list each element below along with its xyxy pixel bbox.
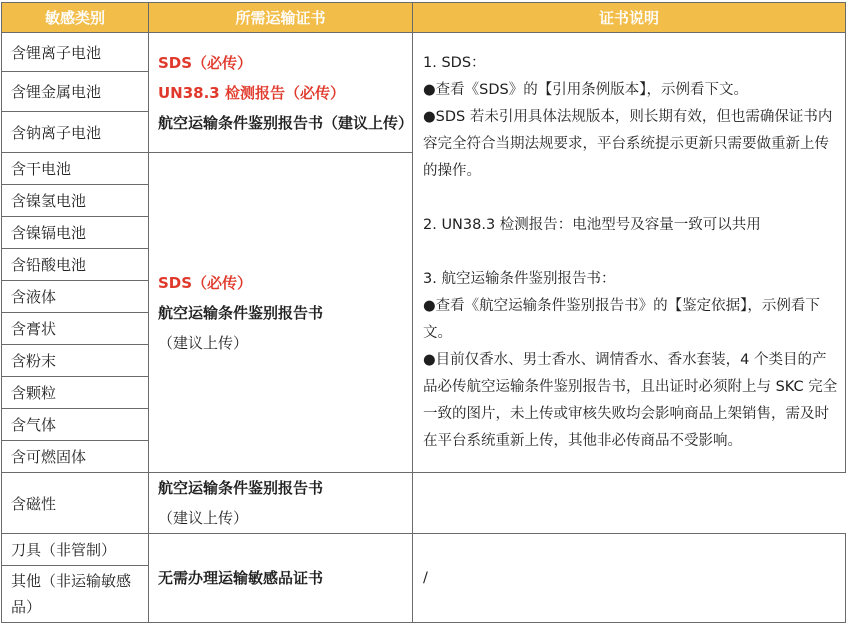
category-cell: 含镍镉电池 bbox=[2, 217, 149, 249]
desc-sds-bullet-1: ●查看《SDS》的【引用条例版本】，示例看下文。 bbox=[423, 82, 748, 98]
desc-air-bullet-1: ●查看《航空运输条件鉴别报告书》的【鉴定依据】，示例看下文。 bbox=[423, 298, 820, 341]
no-certificate-needed-text: 无需办理运输敏感品证书 bbox=[158, 569, 324, 587]
desc-sds-title: 1. SDS： bbox=[423, 55, 486, 71]
air-transport-report-text: 航空运输条件鉴别报告书（建议上传） bbox=[158, 113, 414, 132]
table-header-row bbox=[2, 3, 846, 33]
description-none-slash: / bbox=[423, 569, 428, 586]
category-cell: 含膏状 bbox=[2, 313, 149, 345]
category-cell: 含粉末 bbox=[2, 345, 149, 377]
table-row bbox=[2, 33, 846, 72]
desc-air-title: 3. 航空运输条件鉴别报告书： bbox=[423, 271, 616, 287]
description-cell-none bbox=[413, 534, 846, 623]
required-cert-cell-magnetic bbox=[149, 473, 413, 534]
category-cell: 其他（非运输敏感品） bbox=[2, 566, 149, 623]
desc-sds-bullet-2: ●SDS 若未引用具体法规版本，则长期有效，但也需确保证书内容完全符合当期法规要求，平台系统提示更新只需要做重新上传的操作。 bbox=[423, 109, 833, 179]
air-transport-report-text: 航空运输条件鉴别报告书（建议上传） bbox=[158, 479, 324, 527]
category-cell: 含锂金属电池 bbox=[2, 72, 149, 112]
desc-un383: 2. UN38.3 检测报告：电池型号及容量一致可以共用 bbox=[423, 217, 761, 233]
category-cell: 含颗粒 bbox=[2, 377, 149, 409]
header-category: 敏感类别 bbox=[2, 3, 149, 33]
category-cell: 含可燃固体 bbox=[2, 441, 149, 473]
category-cell: 刀具（非管制） bbox=[2, 534, 149, 566]
header-certificate-description: 证书说明 bbox=[413, 3, 846, 33]
category-cell: 含磁性 bbox=[2, 473, 149, 534]
sds-required-text: SDS（必传） bbox=[158, 273, 253, 292]
table-row bbox=[2, 473, 846, 534]
air-transport-report-text: 航空运输条件鉴别报告书（建议上传） bbox=[158, 303, 324, 352]
certificate-table bbox=[1, 2, 846, 623]
category-cell: 含干电池 bbox=[2, 153, 149, 185]
category-cell: 含锂离子电池 bbox=[2, 33, 149, 72]
desc-spacer bbox=[423, 239, 839, 266]
required-cert-cell-group2 bbox=[149, 153, 413, 473]
un383-required-text: UN38.3 检测报告（必传） bbox=[158, 83, 345, 102]
required-cert-cell-none bbox=[149, 534, 413, 623]
desc-spacer bbox=[423, 185, 839, 212]
required-cert-cell-group1 bbox=[149, 33, 413, 153]
table-row bbox=[2, 534, 846, 566]
category-cell: 含气体 bbox=[2, 409, 149, 441]
category-cell: 含镍氢电池 bbox=[2, 185, 149, 217]
category-cell: 含铅酸电池 bbox=[2, 249, 149, 281]
sds-required-text: SDS（必传） bbox=[158, 53, 253, 72]
category-cell: 含钠离子电池 bbox=[2, 112, 149, 153]
category-cell: 含液体 bbox=[2, 281, 149, 313]
desc-air-bullet-2: ●目前仅香水、男士香水、调情香水、香水套装，4 个类目的产品必传航空运输条件鉴别报告书，且出证时必须附上与 SKC 完全一致的图片，未上传或审核失败均会影响商品上架销售，需及时在平台系统重新上传，其他非必传商品不受影响。 bbox=[423, 352, 838, 449]
certificate-description-cell bbox=[413, 33, 846, 473]
header-required-certificate: 所需运输证书 bbox=[149, 3, 413, 33]
